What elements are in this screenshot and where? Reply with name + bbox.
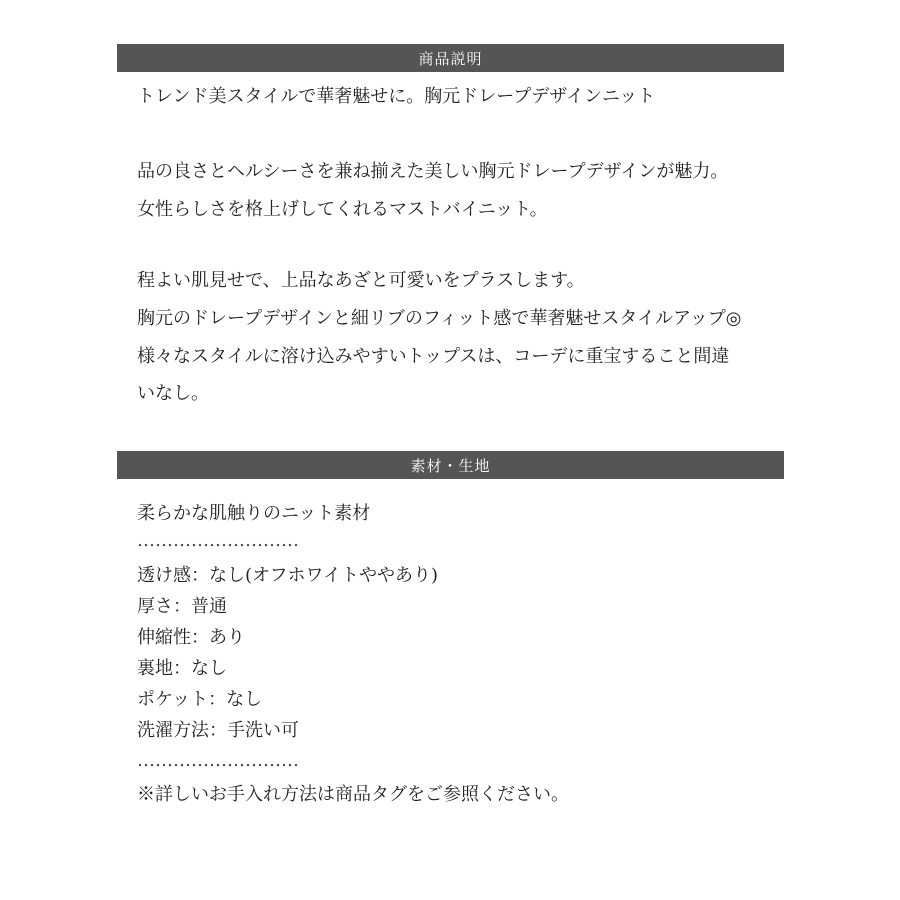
section-header-label: 商品説明	[418, 49, 483, 68]
spec-item: 裏地：なし	[137, 658, 227, 679]
material-intro: 柔らかな肌触りのニット素材	[137, 503, 371, 524]
care-note: ※詳しいお手入れ方法は商品タグをご参照ください。	[137, 784, 569, 805]
description-line: 胸元のドレープデザインと細リブのフィット感で華奢魅せスタイルアップ◎	[137, 308, 742, 329]
description-line: 程よい肌見せで、上品なあざと可愛いをプラスします。	[137, 270, 585, 291]
spec-item: 洗濯方法：手洗い可	[137, 720, 299, 741]
description-line: 品の良さとヘルシーさを兼ね揃えた美しい胸元ドレープデザインが魅力。	[137, 161, 729, 182]
description-line: いなし。	[137, 383, 209, 404]
spec-item: 伸縮性：あり	[137, 627, 245, 648]
dotted-separator: ………………………	[137, 750, 299, 771]
description-line: トレンド美スタイルで華奢魅せに。胸元ドレープデザインニット	[137, 86, 656, 107]
spec-item: 厚さ：普通	[137, 596, 227, 617]
description-line: 女性らしさを格上げしてくれるマストバイニット。	[137, 199, 548, 220]
description-line: 様々なスタイルに溶け込みやすいトップスは、コーデに重宝すること間違	[137, 346, 730, 367]
section-header-label: 素材・生地	[410, 456, 491, 475]
section-header-description	[117, 44, 784, 72]
section-header-material	[117, 451, 784, 479]
spec-item: ポケット：なし	[137, 689, 263, 710]
spec-item: 透け感：なし(オフホワイトややあり)	[137, 565, 438, 586]
dotted-separator: ………………………	[137, 530, 299, 551]
